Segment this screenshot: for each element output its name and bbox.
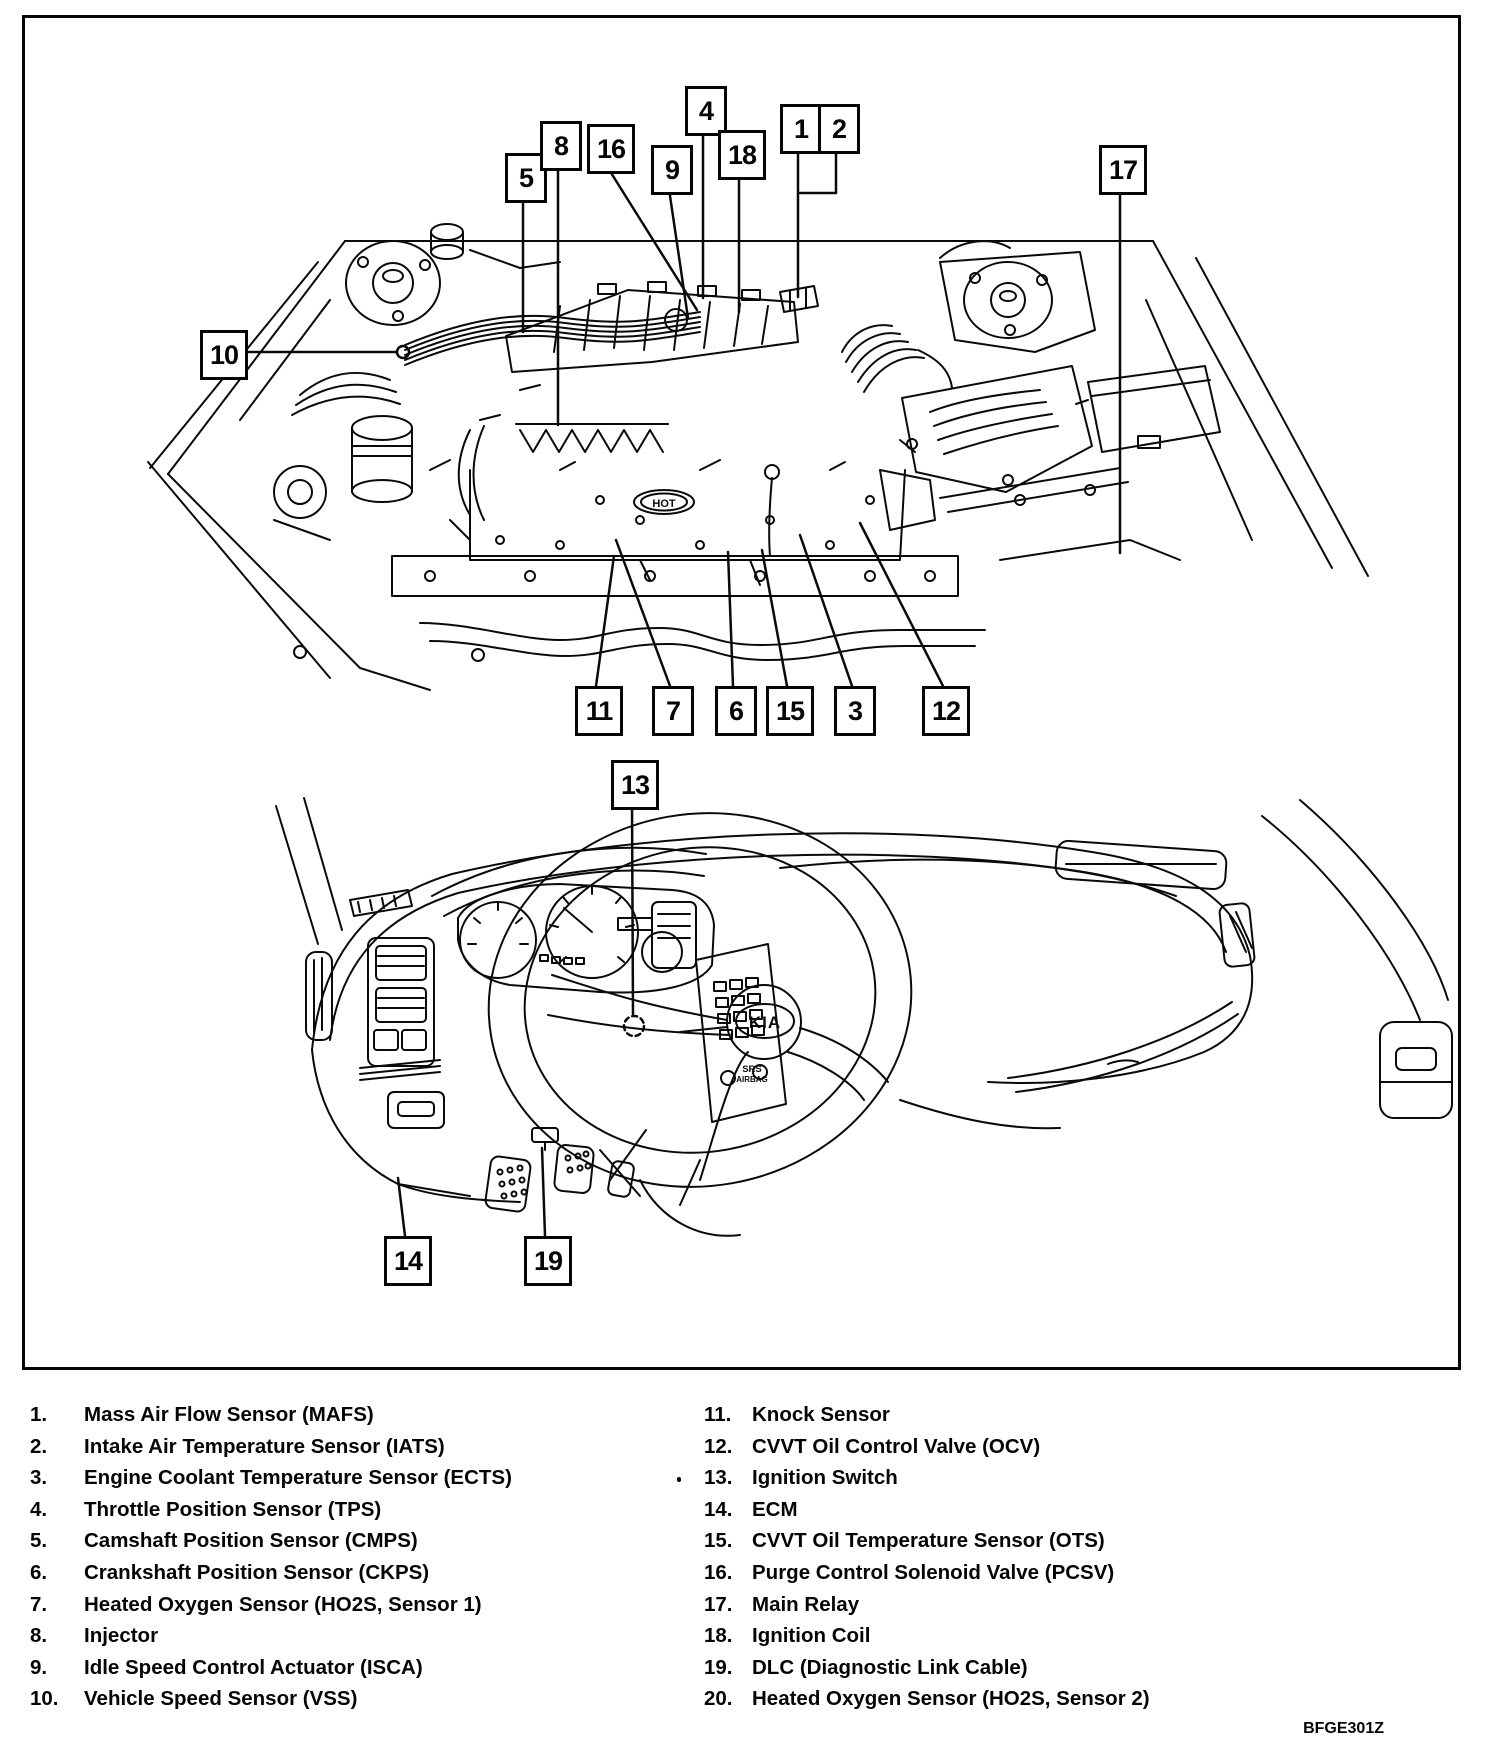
callout-box-18: 18	[718, 130, 766, 180]
legend-item	[704, 1620, 870, 1652]
legend-item	[704, 1494, 798, 1526]
legend-item	[30, 1652, 423, 1684]
legend-item-number: 12.	[704, 1434, 733, 1458]
callout-box-14: 14	[384, 1236, 432, 1286]
callout-box-4: 4	[685, 86, 727, 136]
callout-box-16: 16	[587, 124, 635, 174]
callout-box-2: 2	[818, 104, 860, 154]
legend-item-number: 16.	[704, 1561, 733, 1584]
callout-box-13: 13	[611, 760, 659, 810]
legend-item-label: Mass Air Flow Sensor (MAFS)	[84, 1403, 374, 1426]
callout-box-1: 1	[780, 104, 822, 154]
legend-item-number: 6.	[30, 1561, 48, 1584]
legend-item-number: 8.	[30, 1624, 48, 1648]
legend-item	[30, 1620, 158, 1652]
legend-item-number: 10.	[30, 1687, 59, 1711]
legend-item-label: Engine Coolant Temperature Sensor (ECTS)	[84, 1466, 512, 1490]
legend-item-number: 17.	[704, 1592, 733, 1616]
legend-item-label: CVVT Oil Control Valve (OCV)	[752, 1434, 1041, 1458]
legend-item-label: Injector	[84, 1624, 159, 1648]
callout-box-7: 7	[652, 686, 694, 736]
legend-item	[704, 1557, 1114, 1589]
legend-item-label: ECM	[752, 1497, 798, 1521]
legend-item-label: Crankshaft Position Sensor (CKPS)	[84, 1561, 430, 1584]
legend-item-label: Ignition Switch	[752, 1466, 898, 1490]
callout-box-11: 11	[575, 686, 623, 736]
legend-item-number: 18.	[704, 1624, 733, 1648]
legend-item-label: Purge Control Solenoid Valve (PCSV)	[752, 1561, 1115, 1584]
legend-item-label: Idle Speed Control Actuator (ISCA)	[84, 1655, 423, 1679]
legend-item-label: Main Relay	[752, 1592, 860, 1616]
legend-item-number: 11.	[704, 1403, 732, 1426]
legend-item-number: 2.	[30, 1434, 48, 1458]
callout-box-10: 10	[200, 330, 248, 380]
hot-badge-label: HOT	[652, 498, 676, 510]
legend-item-label: Camshaft Position Sensor (CMPS)	[84, 1529, 418, 1553]
legend-item-number: 19.	[704, 1655, 733, 1679]
legend-item-label: Heated Oxygen Sensor (HO2S, Sensor 2)	[752, 1687, 1150, 1711]
callout-box-19: 19	[524, 1236, 572, 1286]
legend-item	[30, 1525, 418, 1557]
legend-item-label: Vehicle Speed Sensor (VSS)	[84, 1687, 358, 1711]
airbag-label: AIRBAG	[736, 1075, 768, 1084]
legend-item	[704, 1431, 1040, 1463]
callout-box-12: 12	[922, 686, 970, 736]
legend-item	[30, 1431, 445, 1463]
legend-item-label: CVVT Oil Temperature Sensor (OTS)	[752, 1529, 1105, 1553]
legend-item	[704, 1683, 1150, 1715]
legend-item-label: Throttle Position Sensor (TPS)	[84, 1497, 382, 1521]
srs-label: SRS	[742, 1064, 762, 1075]
legend-item-number: 4.	[30, 1497, 48, 1521]
legend-item-number: 5.	[30, 1529, 48, 1553]
legend-item-label: Intake Air Temperature Sensor (IATS)	[84, 1434, 445, 1458]
legend-item	[30, 1557, 429, 1589]
legend-item-label: Heated Oxygen Sensor (HO2S, Sensor 1)	[84, 1592, 482, 1616]
legend-item	[704, 1399, 890, 1431]
legend-item	[704, 1589, 859, 1621]
legend-item	[30, 1589, 482, 1621]
callout-box-3: 3	[834, 686, 876, 736]
callout-box-17: 17	[1099, 145, 1147, 195]
legend-item-number: 7.	[30, 1592, 48, 1616]
legend-item	[30, 1399, 374, 1431]
legend-item-number: 20.	[704, 1687, 733, 1711]
figure-code-watermark: BFGE301Z	[1303, 1720, 1384, 1737]
legend-item-number: 9.	[30, 1655, 48, 1679]
legend-item	[30, 1462, 512, 1494]
legend-item	[30, 1683, 357, 1715]
callout-box-9: 9	[651, 145, 693, 195]
callout-box-6: 6	[715, 686, 757, 736]
legend-item-label: Knock Sensor	[752, 1403, 890, 1426]
legend-item-number: 1.	[30, 1403, 48, 1426]
legend-item-number: 15.	[704, 1529, 733, 1553]
legend-item-number: 13.	[704, 1466, 733, 1490]
legend-item	[704, 1652, 1028, 1684]
callout-box-8: 8	[540, 121, 582, 171]
legend-item-number: 3.	[30, 1466, 48, 1490]
legend-item-label: DLC (Diagnostic Link Cable)	[752, 1655, 1028, 1679]
legend-item	[704, 1462, 898, 1494]
legend-item	[704, 1525, 1105, 1557]
legend-item-label: Ignition Coil	[752, 1624, 871, 1648]
callout-box-5: 5	[505, 153, 547, 203]
kia-badge-label: KIA	[748, 1013, 782, 1032]
legend-item-number: 14.	[704, 1497, 733, 1521]
legend-item	[30, 1494, 381, 1526]
callout-box-15: 15	[766, 686, 814, 736]
